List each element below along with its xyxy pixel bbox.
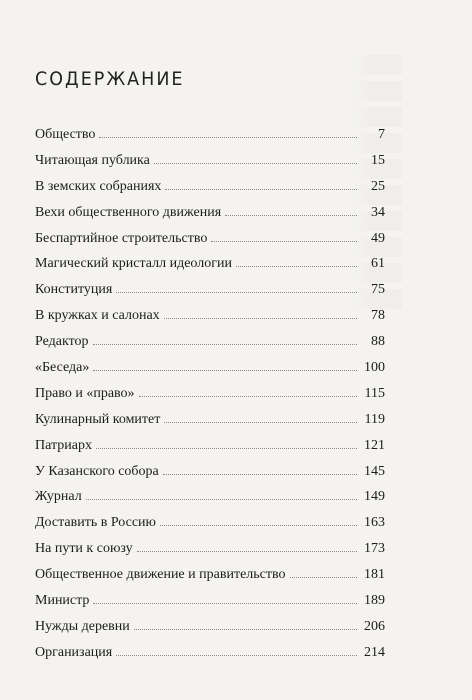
toc-entry [35,513,385,539]
toc-entry [35,203,385,229]
dot-leader [116,654,357,656]
dot-leader [96,447,357,449]
dot-leader [236,265,357,267]
toc-entry-page-number: 78 [371,308,385,324]
toc-entry-title: В земских собраниях [35,178,162,194]
dot-leader [99,136,357,138]
toc-entry-title: Журнал [35,489,82,505]
toc-entry-page-number: 15 [371,152,385,168]
toc-entry-title: Редактор [35,334,89,350]
toc-entry-title: «Беседа» [35,360,90,376]
dot-leader [290,576,358,578]
dot-leader [93,602,357,604]
toc-entry [35,462,385,488]
toc-entry-title: В кружках и салонах [35,308,160,324]
toc-entry-page-number: 173 [364,541,385,557]
toc-entry-title: На пути к союзу [35,541,133,557]
toc-entry-page-number: 119 [364,411,385,427]
toc-entry-title: Конституция [35,282,113,298]
toc-entry [35,643,385,669]
toc-entry-page-number: 115 [364,385,385,401]
toc-entry-page-number: 49 [371,230,385,246]
dot-leader [134,628,357,630]
toc-entry [35,125,385,151]
toc-entry [35,487,385,513]
toc-entry [35,280,385,306]
toc-entry-title: Патриарх [35,437,92,453]
toc-entry-page-number: 163 [364,515,385,531]
toc-entry [35,410,385,436]
dot-leader [165,188,357,190]
toc-entry-page-number: 206 [364,618,385,634]
toc-entry-page-number: 149 [364,489,385,505]
toc-entry [35,436,385,462]
toc-entry-page-number: 214 [364,644,385,660]
toc-entry-page-number: 88 [371,334,385,350]
toc-entry-title: Нужды деревни [35,618,130,634]
table-of-contents [35,125,385,669]
dot-leader [139,395,357,397]
toc-entry-title: Организация [35,644,113,660]
toc-entry-title: Читающая публика [35,152,150,168]
toc-entry [35,591,385,617]
page-title: СОДЕРЖАНИЕ [35,68,185,90]
toc-entry [35,177,385,203]
toc-entry [35,229,385,255]
dot-leader [86,498,357,500]
toc-entry-title: Беспартийное строительство [35,230,208,246]
toc-entry-title: У Казанского собора [35,463,159,479]
toc-entry-page-number: 100 [364,360,385,376]
toc-entry-page-number: 7 [378,127,385,142]
toc-entry [35,332,385,358]
dot-leader [93,369,357,371]
toc-entry-page-number: 75 [371,282,385,298]
toc-entry-title: Право и «право» [35,385,135,401]
toc-entry-title: Магический кристалл идеологии [35,256,232,272]
toc-entry-page-number: 121 [364,437,385,453]
toc-entry-title: Общество [35,127,96,142]
toc-entry-title: Вехи общественного движения [35,204,222,220]
toc-entry-page-number: 189 [364,593,385,609]
dot-leader [137,550,357,552]
toc-entry-page-number: 25 [371,178,385,194]
toc-entry-page-number: 181 [364,567,385,583]
toc-entry [35,151,385,177]
dot-leader [225,214,357,216]
toc-entry-title: Министр [35,593,90,609]
dot-leader [164,317,357,319]
toc-entry-page-number: 145 [364,463,385,479]
dot-leader [93,343,357,345]
dot-leader [154,162,357,164]
toc-entry [35,617,385,643]
toc-entry-title: Кулинарный комитет [35,411,161,427]
toc-entry [35,254,385,280]
dot-leader [164,421,357,423]
dot-leader [211,240,357,242]
toc-entry-page-number: 34 [371,204,385,220]
toc-entry-page-number: 61 [371,256,385,272]
toc-entry [35,384,385,410]
toc-entry-title: Общественное движение и правительство [35,567,286,583]
toc-entry [35,306,385,332]
toc-entry-title: Доставить в Россию [35,515,156,531]
dot-leader [160,524,357,526]
toc-entry [35,539,385,565]
toc-entry [35,358,385,384]
dot-leader [116,291,357,293]
dot-leader [163,473,357,475]
toc-entry [35,565,385,591]
